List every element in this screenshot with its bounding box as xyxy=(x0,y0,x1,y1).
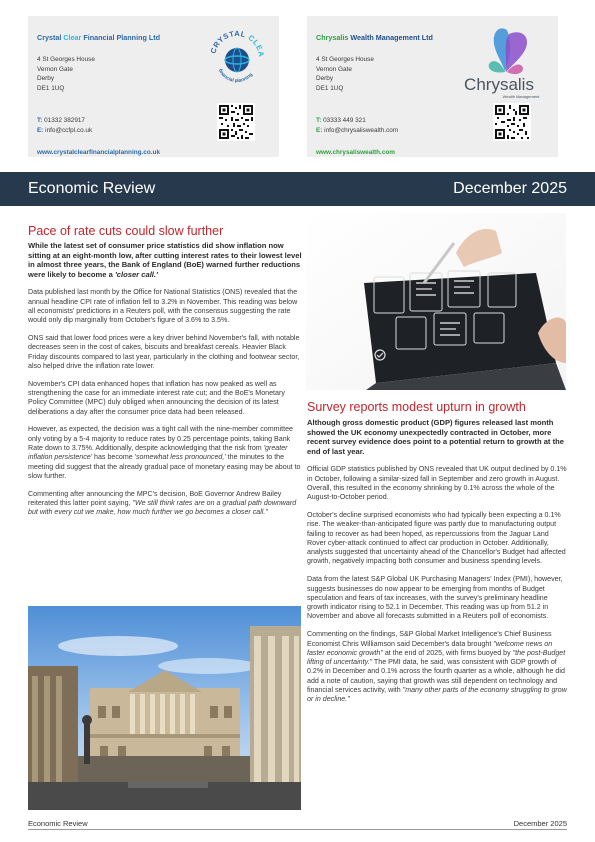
website-link[interactable]: www.chrysaliswealth.com xyxy=(316,149,395,156)
article-paragraph: Official GDP statistics published by ONS revealed that UK output declined by 0.1% in October, following a similar-sized fall in September and zero growth in August. Overall, this resulted in the economy shrinking by 0.1% across the whole of the August-to-October period. xyxy=(307,465,567,502)
article-paragraph: Commenting after announcing the MPC's decision, BoE Governor Andrew Bailey reiterated this latter point saying, "We still think rates are on a gradual path downward but with every cut we make, how much further we go becomes a closer call." xyxy=(28,489,297,517)
company-address: 4 St Georges House Vernon Gate Derby DE1 1UQ xyxy=(37,56,95,92)
qr-code[interactable] xyxy=(493,103,531,141)
company-name: Chrysalis Wealth Management Ltd xyxy=(316,33,433,42)
newsletter-header xyxy=(0,172,595,206)
article-paragraph: Data from the latest S&P Global UK Purchasing Managers' Index (PMI), however, suggests businesses do now appear to be emerging from months of Budget speculation and fears of tax increases, with the survey's preliminary headline growth indicator rising to 52.1 in December. This reading was up from 51.2 in November and above all forecasts submitted in a Reuters poll of economists. xyxy=(307,575,563,621)
chrysalis-contact-card xyxy=(307,16,558,157)
laptop-documents-photo xyxy=(306,213,566,390)
svg-text:financial planning: financial planning xyxy=(216,68,255,85)
article-paragraph: Commenting on the findings, S&P Global Market Intelligence's Chief Business Economist Chris Williamson said December's data brought "welcome news on faster economic growth" at the end of 2025, with firms buoyed by "the post-Budget lifting of uncertainty." The PMI data, he said, was consistent with GDP growth of 0.2% in December and 0.1% across the fourth quarter as a whole, although he did add a note of caution, saying that growth was still dependent on technology and financial services activity, with "many other parts of the economy struggling to grow or in decline." xyxy=(307,630,567,704)
crystal-clear-logo xyxy=(205,26,269,86)
article-body xyxy=(28,241,302,526)
article-paragraph: However, as expected, the decision was a tight call with the nine-member committee only voting by a 5-4 majority to reduce rates by 0.25 percentage points, taking Bank Rate down to 3.75%. Additionally, despite acknowledging that the risk from 'greater inflation persistence' has become 'somewhat less pronounced,' the minutes to the meeting did suggest that the already gradual pace of monetary easing may be about to slow further. xyxy=(28,425,301,480)
article-headline: Survey reports modest upturn in growth xyxy=(307,400,526,414)
article-paragraph: Data published last month by the Office for National Statistics (ONS) revealed that the annual headline CPI rate of inflation fell to 3.2% in November. This reading was below all economists' predictions in a Reuters poll, with the consensus suggesting the rate would only dip marginally from October's figure of 3.6% to 3.5%. xyxy=(28,288,298,325)
email-link[interactable]: info@chrysaliswealth.com xyxy=(322,126,399,134)
company-contact: T: 01332 382917 E: info@ccfpl.co.uk xyxy=(37,117,93,134)
email-link[interactable]: info@ccfpl.co.uk xyxy=(43,126,93,134)
newsletter-date: December 2025 xyxy=(453,180,567,197)
footer-title: Economic Review xyxy=(28,819,88,828)
crystal-clear-contact-card xyxy=(28,16,279,157)
website-link[interactable]: www.crystalclearfinancialplanning.co.uk xyxy=(37,149,160,156)
bank-of-england-photo xyxy=(28,606,301,810)
company-address: 4 St Georges House Vernon Gate Derby DE1 1UQ xyxy=(316,56,374,92)
article-paragraph: October's decline surprised economists who had typically been expecting a 0.1% rise. The weaker-than-anticipated figure was partly due to manufacturing output failing to recover as had been hoped, as repercussions from the Jaguar Land Rover cyber-attack continued to affect car production in October. Additionally, analysts suggested that uncertainty ahead of the Chancellor's Budget had affected growth, negatively impacting both consumer and business spending levels. xyxy=(307,511,566,566)
svg-text:Chrysalis: Chrysalis xyxy=(464,75,534,94)
article-paragraph: ONS said that lower food prices were a key driver behind November's fall, with notable decreases seen in the cost of cakes, biscuits and breakfast cereals. Heavier Black Friday discounts compared to last year, particularly in the clothing and footwear sector, also helped drive the inflation rate lower. xyxy=(28,334,300,370)
article-body xyxy=(307,418,569,713)
footer-divider xyxy=(28,829,567,830)
svg-text:CRYSTAL CLEAR: CRYSTAL CLEA xyxy=(208,28,267,58)
qr-code[interactable] xyxy=(217,103,255,141)
phone-number[interactable]: 03333 449 321 xyxy=(321,117,366,124)
article-paragraph: November's CPI data enhanced hopes that inflation has now peaked as well as strengthening the case for an immediate interest rate cut; and the BoE's Monetary Policy Committee (MPC) duly obliged when announcing the decision of its latest deliberations a day after the consumer price data had been released. xyxy=(28,379,285,416)
newsletter-title: Economic Review xyxy=(28,180,156,197)
company-name: Crystal Clear Financial Planning Ltd xyxy=(37,33,161,42)
svg-text:Wealth Management: Wealth Management xyxy=(502,94,540,99)
article-headline: Pace of rate cuts could slow further xyxy=(28,224,224,238)
chrysalis-logo xyxy=(447,24,551,100)
article-lead: While the latest set of consumer price statistics did show inflation now sitting at an eight-month low, after cutting interest rates to their lowest level in almost three years, the Bank of England (BoE) warned further reductions were likely to become a 'closer call.' xyxy=(28,241,302,280)
footer-date: December 2025 xyxy=(513,819,567,828)
phone-number[interactable]: 01332 382917 xyxy=(42,117,85,124)
article-lead: Although gross domestic product (GDP) figures released last month showed the UK economy unexpectedly contracted in October, more recent survey evidence does point to a potential return to growth at the end of last year. xyxy=(307,418,564,457)
company-contact: T: 03333 449 321 E: info@chrysaliswealth.com xyxy=(316,117,399,134)
